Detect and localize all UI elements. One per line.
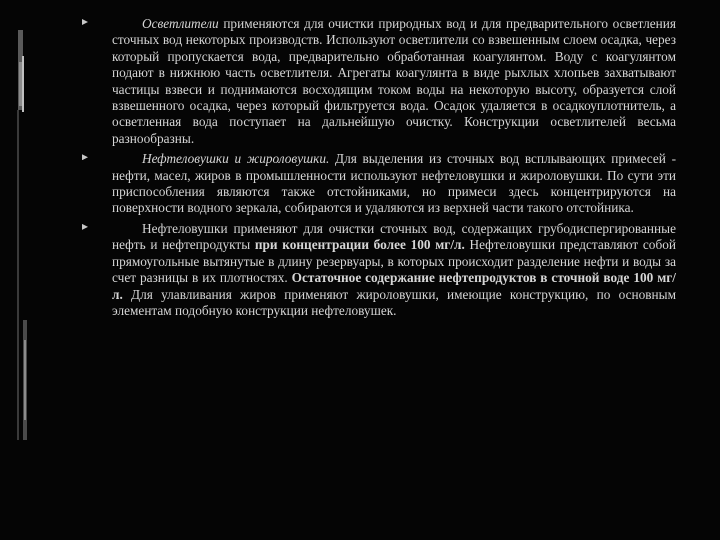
paragraph-text: Нефтеловушки представляют собой прямоугольные вытянутые в длину резервуары, в которых происходит разделение нефти и воды за счет разницы в их плотностях. <box>112 237 676 286</box>
bullet-icon <box>82 154 88 160</box>
term-oil-grease-traps: Нефтеловушки и жироловушки. <box>142 151 330 167</box>
paragraph-text: Для улавливания жиров применяют жироловушки, имеющие конструкцию, по основным элементам подобную конструкции нефтеловушек. <box>112 286 676 318</box>
paragraph-oil-grease-traps <box>82 151 676 217</box>
bullet-icon <box>82 224 88 230</box>
decor-bar <box>17 110 19 440</box>
concentration-emphasis: при концентрации более 100 мг/л. <box>254 237 465 253</box>
residual-content-emphasis: Остаточное содержание нефтепродуктов в сточной воде 100 мг/л. <box>112 270 676 302</box>
bullet-icon <box>82 19 88 25</box>
paragraph-text: применяются для очистки природных вод и для предварительного осветления сточных вод некоторых производств. Используют осветлители со взвешенным слоем осадка, через который пропускается вода, предварительно обработанная коагулянтом. Воду с коагулянтом подают в нижнюю часть осветлителя. Агрегаты коагулянта в виде рыхлых хлопьев захватывают частицы взвеси и поднимаются восходящим током воды на некоторую высоту, образуется слой взвешенного осадка, через который фильтруется вода. Осадок удаляется в осадкоуплотнитель, а осветленная вода поступает на дальнейшую очистку. Конструкции осветлителей весьма разнообразны. <box>112 16 676 146</box>
decorative-side-bars <box>0 0 36 540</box>
paragraph-text: Нефтеловушки применяют для очистки сточных вод, содержащих грубодиспергированные нефть и нефтепродукты <box>112 220 676 253</box>
paragraph-oil-traps-usage <box>82 221 676 319</box>
paragraph-clarifiers <box>82 16 676 147</box>
term-clarifiers: Осветлители <box>142 16 219 31</box>
paragraph-text: Для выделения из сточных вод всплывающих примесей - нефти, масел, жиров в промышленности используют нефтеловушки и жироловушки. По сути эти приспособления являются также отстойниками, но примеси здесь концентрируются на поверхности водного зеркала, собираются и удаляются из верхней части такого отстойника. <box>112 151 677 216</box>
slide-content <box>82 16 676 319</box>
decor-bar <box>22 56 24 112</box>
decor-bar <box>24 340 26 420</box>
